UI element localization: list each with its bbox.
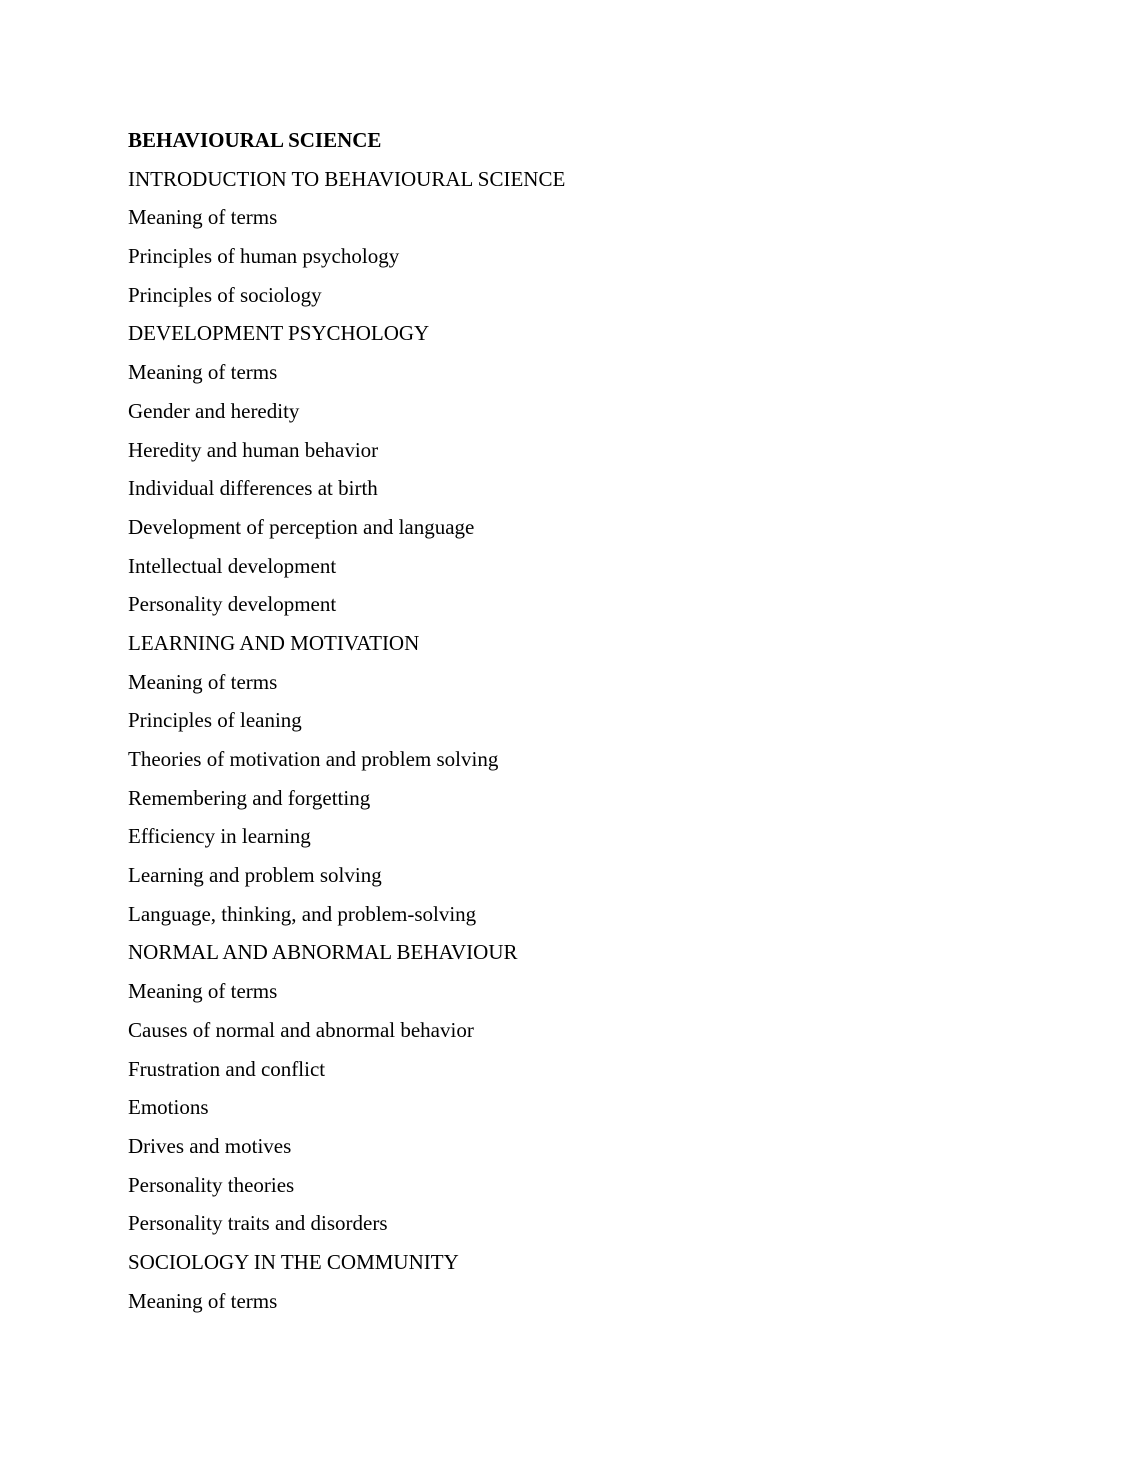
- list-item: Heredity and human behavior: [128, 437, 379, 462]
- list-item: Development of perception and language: [128, 514, 475, 539]
- list-item: Personality theories: [128, 1172, 295, 1197]
- section-heading: DEVELOPMENT PSYCHOLOGY: [128, 321, 430, 346]
- list-item: Remembering and forgetting: [128, 785, 371, 810]
- list-item: Drives and motives: [128, 1133, 292, 1158]
- section-heading: INTRODUCTION TO BEHAVIOURAL SCIENCE: [128, 166, 566, 191]
- list-item: Meaning of terms: [128, 360, 278, 385]
- section-heading: NORMAL AND ABNORMAL BEHAVIOUR: [128, 940, 518, 965]
- document-body: [128, 126, 1008, 1325]
- list-item: Meaning of terms: [128, 1288, 278, 1313]
- list-item: Meaning of terms: [128, 669, 278, 694]
- section-heading: SOCIOLOGY IN THE COMMUNITY: [128, 1249, 459, 1274]
- list-item: Meaning of terms: [128, 205, 278, 230]
- list-item: Intellectual development: [128, 553, 337, 578]
- list-item: Frustration and conflict: [128, 1056, 326, 1081]
- section-heading: LEARNING AND MOTIVATION: [128, 630, 420, 655]
- list-item: Language, thinking, and problem-solving: [128, 901, 477, 926]
- document-title: BEHAVIOURAL SCIENCE: [128, 128, 382, 152]
- list-item: Individual differences at birth: [128, 476, 378, 501]
- list-item: Personality traits and disorders: [128, 1211, 388, 1236]
- list-item: Causes of normal and abnormal behavior: [128, 1017, 474, 1042]
- list-item: Principles of leaning: [128, 708, 302, 733]
- list-item: Emotions: [128, 1095, 209, 1120]
- list-item: Personality development: [128, 592, 337, 617]
- list-item: Efficiency in learning: [128, 824, 311, 849]
- list-item: Learning and problem solving: [128, 863, 382, 888]
- list-item: Meaning of terms: [128, 979, 278, 1004]
- list-item: Theories of motivation and problem solving: [128, 747, 499, 771]
- list-item: Gender and heredity: [128, 398, 300, 423]
- list-item: Principles of sociology: [128, 282, 322, 307]
- list-item: Principles of human psychology: [128, 244, 400, 269]
